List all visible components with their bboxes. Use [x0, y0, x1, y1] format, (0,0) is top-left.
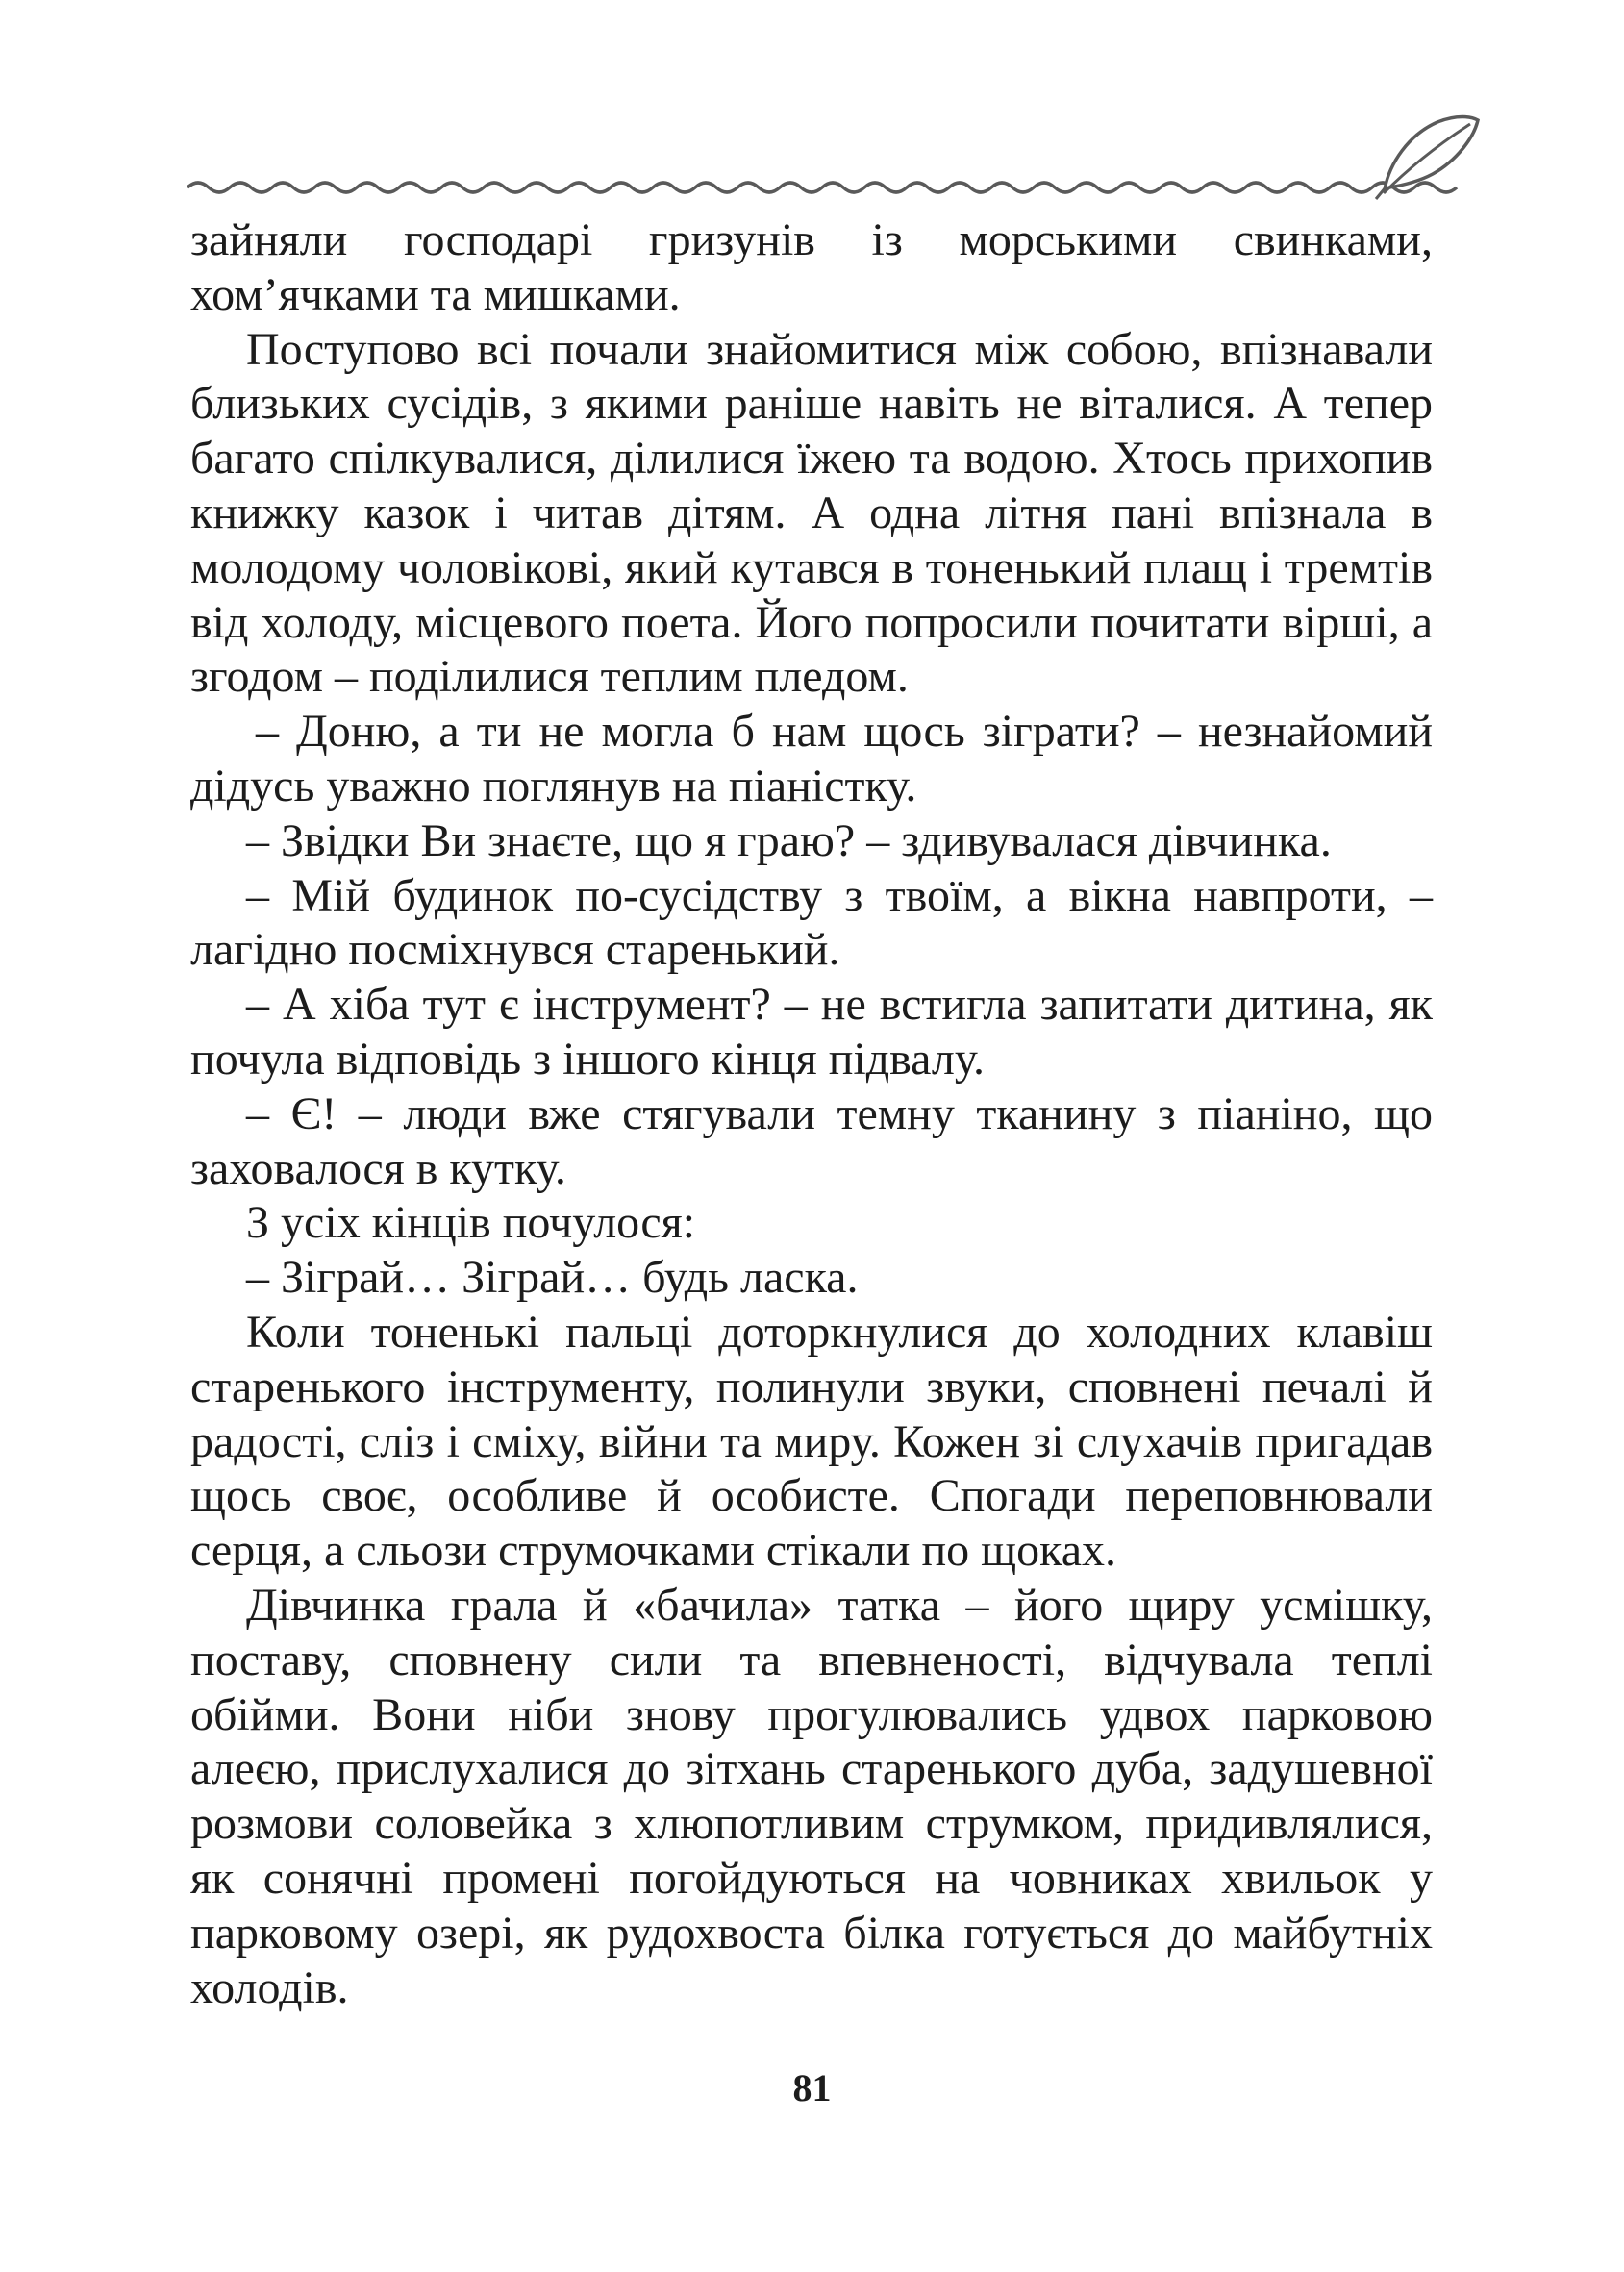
wave-line [187, 183, 1457, 192]
paragraph: зайняли господарі гризунів із морськими свинками, хом’ячками та мишками. [190, 214, 1433, 320]
paragraph: З усіх кінців почулося: [246, 1197, 696, 1249]
dialogue-line: – Зіграй… Зіграй… будь ласка. [246, 1252, 859, 1304]
dialogue-line: – Доню, а ти не могла б нам щось зіграти? – незнайомий дідусь уважно поглянув на піаністку. [190, 706, 1433, 811]
paragraph: Поступово всі почали знайомитися між собою, впізнавали близьких сусідів, з якими раніше навіть не віталися. А тепер багато спілкувалися, ділилися їжею та водою. Хтось прихопив книжку казок і читав дітям. А одна літня пані впізнала в молодому чоловікові, який кутався в тоненький плащ і тремтів від холоду, місцевого поета. Його попросили почитати вірші, а згодом – поділилися теплим пледом. [190, 323, 1433, 703]
dialogue-line: – Звідки Ви знаєте, що я граю? – здивувалася дівчинка. [246, 814, 1332, 866]
paragraph: Дівчинка грала й «бачила» татка – його щиру усмішку, поставу, сповнену сили та впевненості, відчувала теплі обійми. Вони ніби знову прогулювались удвох парковою алеєю, прислухалися до зітхань старенького дуба, задушевної розмови соловейка з хлюпотливим струмком, придивлялися, як сонячні промені погойдуються на човниках хвильок у парковому озері, як рудохвоста білка готується до майбутніх холодів. [190, 1579, 1433, 2013]
feather-quill-icon [1376, 117, 1478, 200]
body-text [190, 213, 1433, 2015]
page-number: 81 [792, 2066, 832, 2110]
paragraph: Коли тоненькі пальці доторкнулися до холодних клавіш старенького інструменту, полинули звуки, сповнені печалі й радості, сліз і сміху, війни та миру. Кожен зі слухачів пригадав щось своє, особливе й особисте. Спогади переповнювали серця, а сльози струмочками стікали по щоках. [190, 1306, 1433, 1577]
dialogue-line: – Є! – люди вже стягували темну тканину з піаніно, що заховалося в кутку. [190, 1087, 1433, 1194]
dialogue-line: – Мій будинок по-сусідству з твоїм, а вікна навпроти, – лагідно посміхнувся старенький. [190, 869, 1433, 976]
header-ornament [187, 111, 1495, 202]
dialogue-line: – А хіба тут є інструмент? – не встигла запитати дитина, як почула відповідь з іншого кінця підвалу. [190, 979, 1433, 1085]
